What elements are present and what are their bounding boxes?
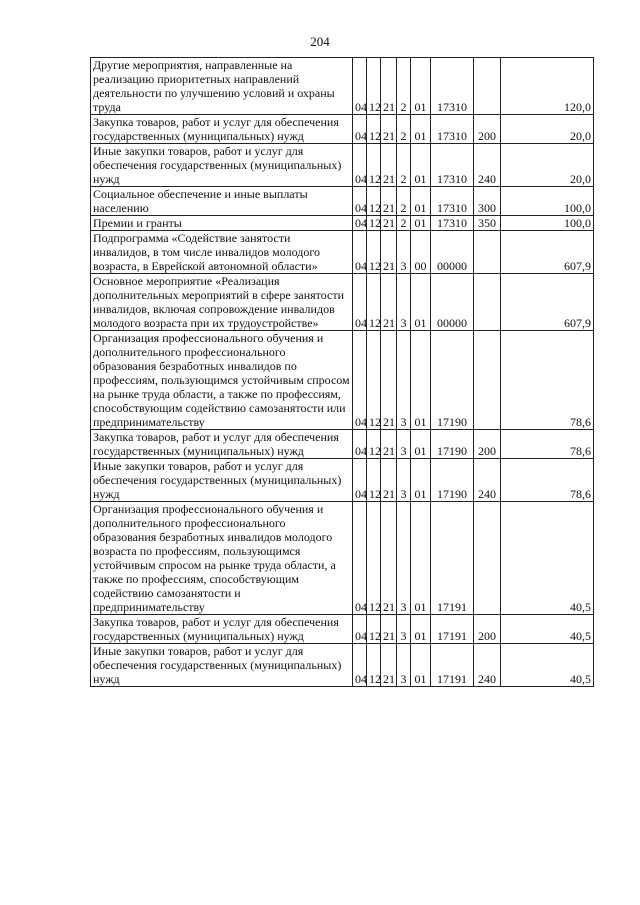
expense-type-code: 200	[474, 115, 501, 144]
direction-code: 00000	[431, 274, 474, 331]
direction-code: 17310	[431, 144, 474, 187]
table-row	[91, 274, 594, 331]
table-row	[91, 331, 594, 430]
amount: 607,9	[501, 274, 594, 331]
admin-code: 04	[353, 430, 367, 459]
event-code: 01	[411, 274, 431, 331]
row-description: Закупка товаров, работ и услуг для обеспечения государственных (муниципальных) нужд	[91, 115, 353, 144]
admin-code: 04	[353, 144, 367, 187]
subsection-code: 21	[381, 615, 397, 644]
event-code: 01	[411, 58, 431, 115]
event-code: 01	[411, 615, 431, 644]
amount: 100,0	[501, 216, 594, 231]
event-code: 01	[411, 430, 431, 459]
admin-code: 04	[353, 615, 367, 644]
row-description: Иные закупки товаров, работ и услуг для обеспечения государственных (муниципальных) нужд	[91, 459, 353, 502]
amount: 78,6	[501, 430, 594, 459]
expense-type-code: 240	[474, 644, 501, 687]
row-description: Подпрограмма «Содействие занятости инвалидов, в том числе инвалидов молодого возраста, в Еврейской автономной области»	[91, 231, 353, 274]
amount: 607,9	[501, 231, 594, 274]
amount: 20,0	[501, 144, 594, 187]
expense-type-code	[474, 274, 501, 331]
expense-type-code: 240	[474, 144, 501, 187]
row-description: Организация профессионального обучения и дополнительного профессионального образования безработных инвалидов молодого возраста по профессиям, пользующимся устойчивым спросом на рынке труда области, а также по профессиям, способствующим содействию самозанятости и предпринимательству	[91, 502, 353, 615]
table-row	[91, 187, 594, 216]
section-code: 12	[367, 115, 381, 144]
amount: 100,0	[501, 187, 594, 216]
subsection-code: 21	[381, 430, 397, 459]
table-row	[91, 615, 594, 644]
admin-code: 04	[353, 115, 367, 144]
event-code: 00	[411, 231, 431, 274]
program-code: 2	[397, 115, 411, 144]
program-code: 3	[397, 644, 411, 687]
subsection-code: 21	[381, 187, 397, 216]
program-code: 3	[397, 231, 411, 274]
direction-code: 17191	[431, 615, 474, 644]
section-code: 12	[367, 644, 381, 687]
subsection-code: 21	[381, 144, 397, 187]
table-row	[91, 231, 594, 274]
expense-type-code	[474, 331, 501, 430]
subsection-code: 21	[381, 502, 397, 615]
row-description: Закупка товаров, работ и услуг для обеспечения государственных (муниципальных) нужд	[91, 430, 353, 459]
table-row	[91, 58, 594, 115]
event-code: 01	[411, 459, 431, 502]
program-code: 3	[397, 331, 411, 430]
expense-type-code: 200	[474, 615, 501, 644]
section-code: 12	[367, 615, 381, 644]
direction-code: 17191	[431, 502, 474, 615]
section-code: 12	[367, 331, 381, 430]
subsection-code: 21	[381, 274, 397, 331]
subsection-code: 21	[381, 231, 397, 274]
amount: 78,6	[501, 331, 594, 430]
admin-code: 04	[353, 187, 367, 216]
expense-type-code	[474, 58, 501, 115]
table-body	[91, 58, 594, 687]
event-code: 01	[411, 644, 431, 687]
section-code: 12	[367, 430, 381, 459]
row-description: Иные закупки товаров, работ и услуг для обеспечения государственных (муниципальных) нужд	[91, 644, 353, 687]
admin-code: 04	[353, 216, 367, 231]
event-code: 01	[411, 502, 431, 615]
direction-code: 17310	[431, 115, 474, 144]
direction-code: 17191	[431, 644, 474, 687]
program-code: 2	[397, 187, 411, 216]
direction-code: 17310	[431, 216, 474, 231]
event-code: 01	[411, 144, 431, 187]
direction-code: 17190	[431, 459, 474, 502]
admin-code: 04	[353, 231, 367, 274]
direction-code: 17190	[431, 331, 474, 430]
table-row	[91, 144, 594, 187]
amount: 40,5	[501, 502, 594, 615]
program-code: 3	[397, 502, 411, 615]
row-description: Иные закупки товаров, работ и услуг для обеспечения государственных (муниципальных) нужд	[91, 144, 353, 187]
expense-type-code: 240	[474, 459, 501, 502]
budget-table	[90, 57, 594, 687]
row-description: Организация профессионального обучения и дополнительного профессионального образования безработных инвалидов по профессиям, пользующимся устойчивым спросом на рынке труда области, а также по профессиям, способствующим содействию самозанятости или предпринимательству	[91, 331, 353, 430]
admin-code: 04	[353, 331, 367, 430]
section-code: 12	[367, 274, 381, 331]
subsection-code: 21	[381, 331, 397, 430]
admin-code: 04	[353, 502, 367, 615]
program-code: 2	[397, 144, 411, 187]
direction-code: 17190	[431, 430, 474, 459]
amount: 20,0	[501, 115, 594, 144]
program-code: 3	[397, 615, 411, 644]
expense-type-code	[474, 231, 501, 274]
row-description: Основное мероприятие «Реализация дополнительных мероприятий в сфере занятости инвалидов, включая сопровождение инвалидов молодого возраста при их трудоустройстве»	[91, 274, 353, 331]
row-description: Другие мероприятия, направленные на реализацию приоритетных направлений деятельности по улучшению условий и охраны труда	[91, 58, 353, 115]
row-description: Премии и гранты	[91, 216, 353, 231]
direction-code: 17310	[431, 187, 474, 216]
admin-code: 04	[353, 58, 367, 115]
subsection-code: 21	[381, 216, 397, 231]
event-code: 01	[411, 331, 431, 430]
event-code: 01	[411, 216, 431, 231]
admin-code: 04	[353, 644, 367, 687]
program-code: 3	[397, 274, 411, 331]
subsection-code: 21	[381, 58, 397, 115]
expense-type-code: 200	[474, 430, 501, 459]
table-row	[91, 115, 594, 144]
subsection-code: 21	[381, 115, 397, 144]
expense-type-code: 350	[474, 216, 501, 231]
program-code: 3	[397, 459, 411, 502]
program-code: 2	[397, 216, 411, 231]
admin-code: 04	[353, 274, 367, 331]
section-code: 12	[367, 459, 381, 502]
subsection-code: 21	[381, 644, 397, 687]
section-code: 12	[367, 502, 381, 615]
table-row	[91, 459, 594, 502]
table-row	[91, 644, 594, 687]
table-row	[91, 216, 594, 231]
expense-type-code	[474, 502, 501, 615]
section-code: 12	[367, 58, 381, 115]
event-code: 01	[411, 187, 431, 216]
program-code: 2	[397, 58, 411, 115]
subsection-code: 21	[381, 459, 397, 502]
direction-code: 00000	[431, 231, 474, 274]
amount: 40,5	[501, 615, 594, 644]
row-description: Социальное обеспечение и иные выплаты населению	[91, 187, 353, 216]
section-code: 12	[367, 187, 381, 216]
amount: 120,0	[501, 58, 594, 115]
row-description: Закупка товаров, работ и услуг для обеспечения государственных (муниципальных) нужд	[91, 615, 353, 644]
amount: 40,5	[501, 644, 594, 687]
section-code: 12	[367, 216, 381, 231]
page-number: 204	[310, 34, 330, 49]
expense-type-code: 300	[474, 187, 501, 216]
amount: 78,6	[501, 459, 594, 502]
table-row	[91, 502, 594, 615]
table-row	[91, 430, 594, 459]
direction-code: 17310	[431, 58, 474, 115]
section-code: 12	[367, 144, 381, 187]
program-code: 3	[397, 430, 411, 459]
event-code: 01	[411, 115, 431, 144]
admin-code: 04	[353, 459, 367, 502]
section-code: 12	[367, 231, 381, 274]
